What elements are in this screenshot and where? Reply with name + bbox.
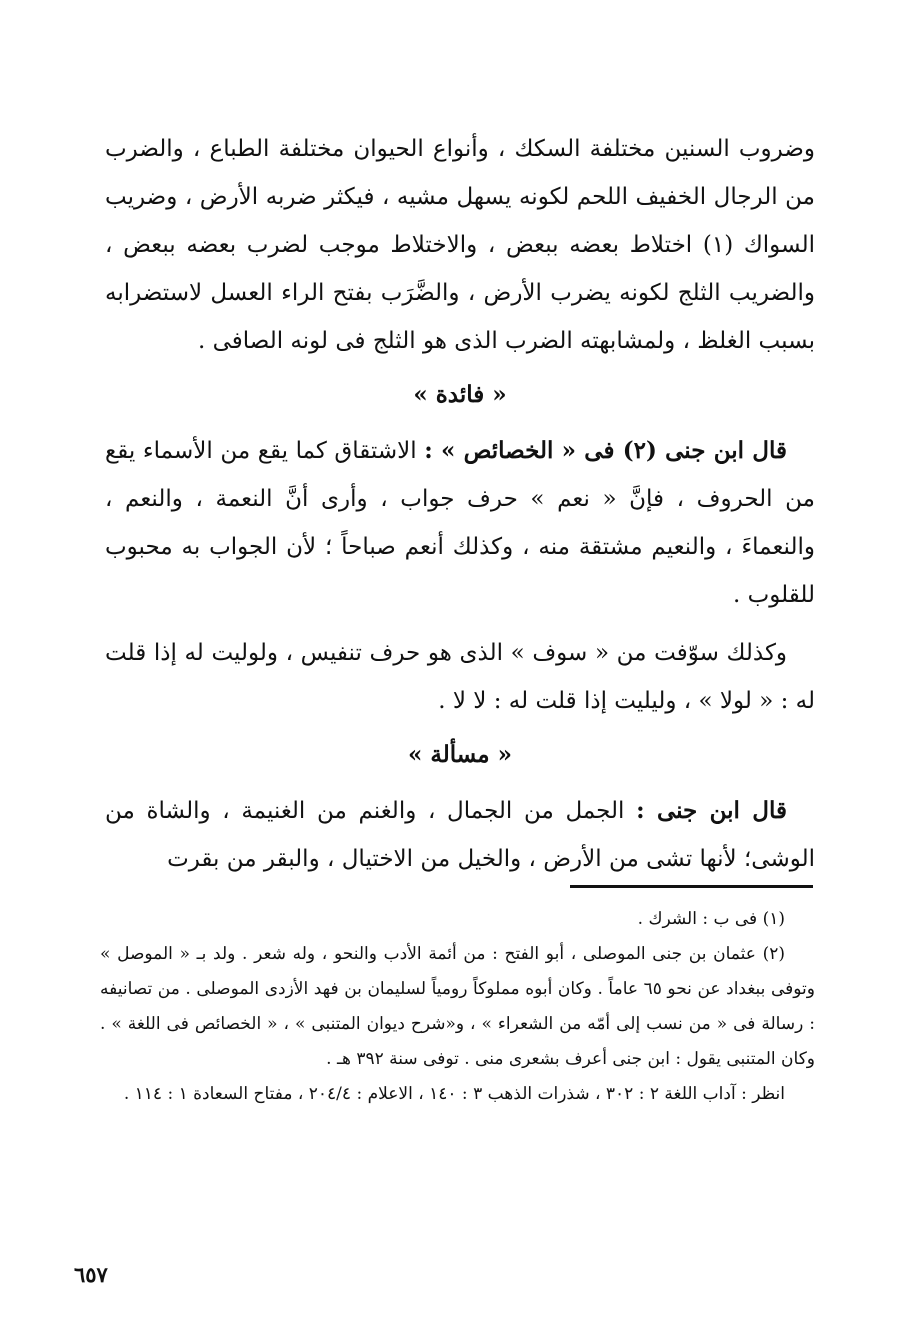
paragraph-3: وكذلك سوّفت من « سوف » الذى هو حرف تنفيس ، ولوليت له إذا قلت له : « لولا » ، وليليت إذا قلت له : لا لا . — [105, 640, 815, 714]
footnote-3: انظر : آداب اللغة ٢ : ٣٠٢ ، شذرات الذهب ٣ : ١٤٠ ، الاعلام : ٢٠٤/٤ ، مفتاح السعادة ١ : ١١٤ . — [123, 1084, 785, 1104]
paragraph-4-body: الجمل من الجمال ، والغنم من الغنيمة ، والشاة من الوشى؛ لأنها تشى من الأرض ، والخيل من الاختيال ، والبقر من بقرت — [105, 798, 815, 872]
footnote-separator — [570, 885, 813, 888]
section-heading-masala: « مسألة » — [408, 741, 512, 768]
paragraph-2 — [105, 427, 815, 619]
main-text — [105, 125, 815, 883]
paragraph-2-lead: قال ابن جنى (٢) فى « الخصائص » : — [424, 437, 788, 464]
paragraph-4 — [105, 787, 815, 883]
footnote-2: (٢) عثمان بن جنى الموصلى ، أبو الفتح : من أئمة الأدب والنحو ، وله شعر . ولد بـ « الموصل » وتوفى ببغداد عن نحو ٦٥ عاماً . وكان أبوه مملوكاً رومياً لسليمان بن فهد الأزدى الموصلى . من تصانيفه : رسالة فى « من نسب إلى أمّه من الشعراء » ، و«شرح ديوان المتنبى » ، « الخصائص فى اللغة » . وكان المتنبى يقول : ابن جنى أعرف بشعرى منى . توفى سنة ٣٩٢ هـ . — [100, 944, 815, 1069]
paragraph-1: وضروب السنين مختلفة السكك ، وأنواع الحيوان مختلفة الطباع ، والضرب من الرجال الخفيف اللحم لكونه يسهل مشيه ، فيكثر ضربه الأرض ، وضريب السواك (١) اختلاط بعضه ببعض ، والاختلاط موجب لضرب بعضه ببعض ، والضريب الثلج لكونه يضرب الأرض ، والضَّرَب بفتح الراء العسل لاستضرابه بسبب الغلظ ، ولمشابهته الضرب الذى هو الثلج فى لونه الصافى . — [105, 136, 815, 354]
paragraph-4-lead: قال ابن جنى : — [636, 797, 787, 824]
footnote-1: (١) فى ب : الشرك . — [637, 909, 785, 929]
section-heading-faida: « فائدة » — [413, 381, 507, 408]
paragraph-2-body: الاشتقاق كما يقع من الأسماء يقع من الحروف ، فإنَّ « نعم » حرف جواب ، وأرى أنَّ النعمة ، والنعم ، والنعماءَ ، والنعيم مشتقة منه ، وكذلك أنعم صباحاً ؛ لأن الجواب به محبوب للقلوب . — [105, 438, 815, 608]
page-number: ٦٥٧ — [74, 1262, 108, 1287]
footnotes — [100, 902, 815, 1112]
